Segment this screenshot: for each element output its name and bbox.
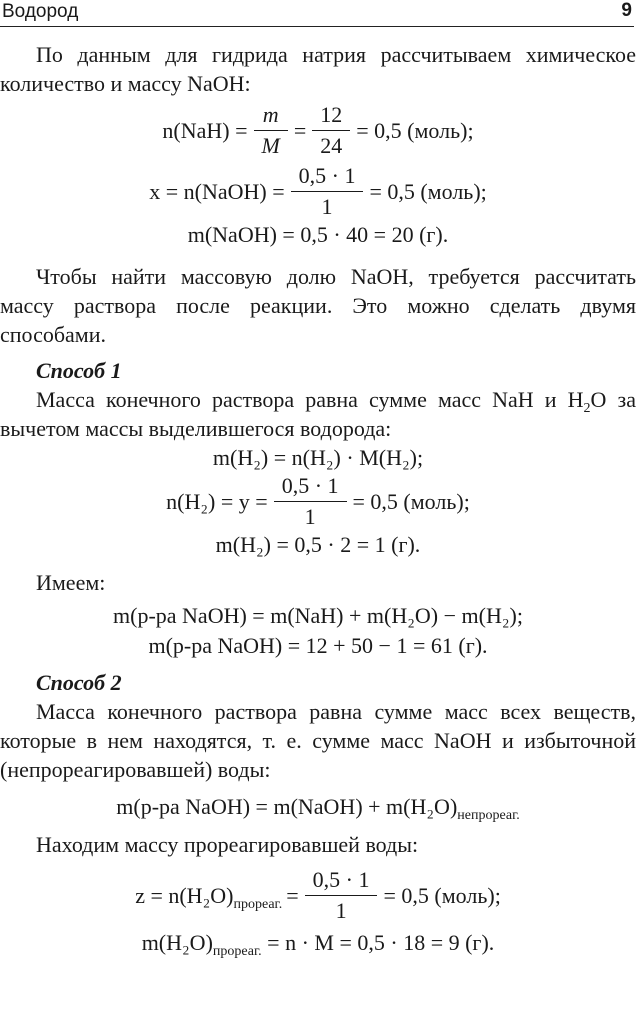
- fraction: [291, 163, 364, 220]
- fraction-numerator: 12: [320, 102, 343, 127]
- equation-part: =: [293, 117, 307, 143]
- equation-part: n(NaH) =: [162, 117, 248, 143]
- paragraph-we-have: Имеем:: [36, 570, 106, 595]
- equation-m-h2-formula: m(H₂) = n(H₂) · M(H₂);: [212, 445, 424, 470]
- fraction-numerator: 0,5 · 1: [298, 163, 356, 188]
- equation-part: =: [286, 882, 299, 908]
- heading-method-2: Способ 2: [36, 670, 122, 695]
- fraction: [305, 867, 378, 924]
- equation-x-naoh: [0, 163, 636, 220]
- equation-part: = 0,5 (моль);: [369, 178, 487, 204]
- equation-solution-mass-formula: m(р-ра NaOH) = m(NaH) + m(H₂O) − m(H₂);: [113, 603, 523, 628]
- equation-m-water-reacted: $m(H_2O)_{прореаг.} = n \cdot M = 0,5 \cdot 18 = 9$ (г).: [141, 930, 495, 959]
- equation-m-naoh: m(NaOH) = 0,5 · 40 = 20 (г).: [187, 222, 449, 247]
- fraction: [274, 473, 347, 530]
- fraction-m-over-M: [254, 102, 288, 159]
- paragraph-method-2: Масса конечного раствора равна сумме масс всех веществ, которые в нем находятся, т. е. сумме масс NaOH и избыточной (непрореагировавшей) воды:: [0, 699, 636, 782]
- fraction-numerator: m: [262, 102, 279, 127]
- fraction-denominator: 1: [304, 504, 316, 529]
- heading-method-1: Способ 1: [36, 358, 122, 383]
- running-header: [0, 0, 640, 26]
- page-number: 9: [621, 0, 632, 21]
- equation-part: = 0,5 (моль);: [383, 882, 501, 908]
- equation-part: $z = n(H_2O)_{прореаг.}$: [135, 882, 283, 912]
- running-title: Водород: [2, 1, 79, 22]
- fraction-12-over-24: [312, 102, 350, 159]
- equation-part: x = n(NaOH) =: [149, 178, 285, 204]
- fraction-denominator: 24: [320, 133, 343, 158]
- paragraph-reacted-water: Находим массу прореагировавшей воды:: [36, 832, 419, 857]
- paragraph-intro: По данным для гидрида натрия рассчитываем химическое количество и массу NaOH:: [0, 42, 636, 96]
- equation-z-water: [0, 867, 636, 924]
- paragraph-mass-fraction: Чтобы найти массовую долю NaOH, требуется рассчитать массу раствора после реакции. Это можно сделать двумя способами.: [0, 264, 636, 347]
- equation-part: n(H₂) = y =: [166, 488, 268, 514]
- equation-solution-mass-method-2: m(р-ра NaOH) = m(NaOH) + $m(H_2O)_{непрореаг.}$: [116, 794, 520, 823]
- fraction-denominator: 1: [321, 194, 333, 219]
- fraction-denominator: M: [261, 133, 280, 158]
- fraction-denominator: 1: [335, 898, 347, 923]
- header-rule: [0, 26, 634, 27]
- equation-m-h2-value: m(H₂) = 0,5 · 2 = 1 (г).: [215, 532, 421, 557]
- page-body: [0, 40, 636, 958]
- equation-n-nah: [0, 102, 636, 159]
- equation-solution-mass-value: m(р-ра NaOH) = 12 + 50 − 1 = 61 (г).: [148, 633, 488, 658]
- equation-n-h2: [0, 473, 636, 530]
- equation-part: = 0,5 (моль);: [352, 488, 470, 514]
- equation-part: = 0,5 (моль);: [356, 117, 474, 143]
- fraction-numerator: 0,5 · 1: [281, 473, 339, 498]
- paragraph-method-1: Масса конечного раствора равна сумме масс NaH и $H_2O$ за вычетом массы выделившегося водорода:: [0, 387, 636, 441]
- fraction-numerator: 0,5 · 1: [312, 867, 370, 892]
